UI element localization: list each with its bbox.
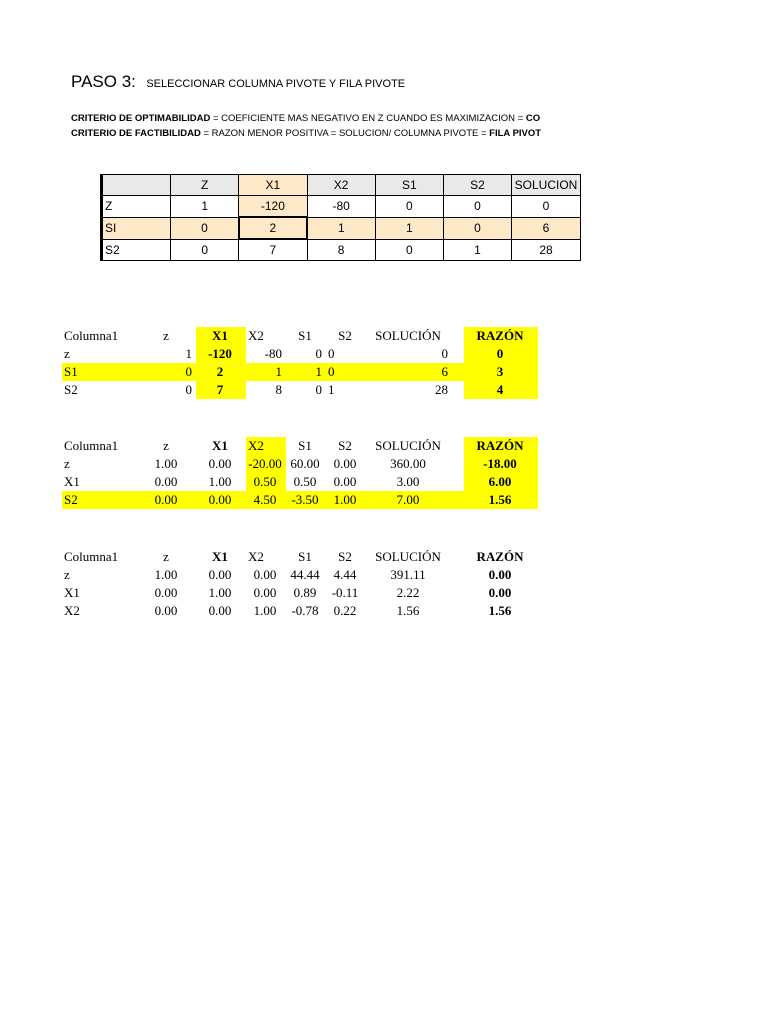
table-cell: 0	[441, 346, 448, 361]
row-label: z	[64, 456, 70, 471]
table-cell: 28	[512, 239, 581, 261]
table-row	[62, 455, 538, 473]
spacer	[452, 381, 464, 399]
spacer	[452, 345, 464, 363]
table-row	[102, 196, 581, 218]
table-row	[62, 345, 538, 363]
table-cell: 60.00	[290, 456, 320, 471]
table-row	[62, 381, 538, 399]
table-cell: 0	[443, 217, 511, 239]
table-cell: 1	[171, 196, 239, 218]
table-cell: 0.00	[154, 585, 178, 600]
row-label: X1	[64, 585, 80, 600]
table-row	[62, 491, 538, 509]
header-cell: S2	[443, 175, 511, 196]
header-cell: S1	[298, 328, 312, 343]
spacer	[452, 548, 464, 566]
table-cell: 0	[315, 382, 322, 397]
table-row	[102, 239, 581, 261]
table-cell: 0.00	[154, 474, 178, 489]
header-cell: Z	[171, 175, 239, 196]
table-cell: 1.56	[464, 491, 538, 509]
table-cell: 0.00	[488, 567, 512, 582]
table-cell: 7	[196, 381, 246, 399]
table-cell: 0.50	[293, 474, 317, 489]
table-cell: 391.11	[390, 567, 426, 582]
row-label: z	[64, 567, 70, 582]
table-cell: 0	[138, 363, 196, 381]
table-cell: 0	[328, 346, 335, 361]
table-header-row	[62, 327, 538, 345]
header-cell: X1	[196, 327, 246, 345]
table-header-row	[102, 175, 581, 196]
table-header-row	[62, 437, 538, 455]
table-cell: 1.56	[488, 603, 512, 618]
row-label: S1	[62, 363, 138, 381]
table-cell: 0.22	[333, 603, 357, 618]
header-cell: X1	[212, 438, 228, 453]
table-cell: 0.00	[208, 603, 232, 618]
criterion-label: CRITERIO DE OPTIMABILIDAD	[71, 113, 211, 124]
table-row	[62, 602, 538, 620]
table-row	[62, 584, 538, 602]
table-cell: 0	[315, 346, 322, 361]
header-cell: RAZÓN	[476, 549, 524, 564]
table-cell: -0.11	[331, 585, 359, 600]
header-cell: X1	[239, 175, 307, 196]
table-cell: 6	[512, 217, 581, 239]
table-cell: 4.44	[333, 567, 357, 582]
header-cell: z	[163, 438, 169, 453]
spacer	[452, 455, 464, 473]
header-cell: Columna1	[64, 438, 119, 453]
table-cell: 1	[443, 239, 511, 261]
header-cell: X2	[307, 175, 375, 196]
table-cell: 7	[239, 239, 307, 261]
step-heading	[71, 72, 405, 92]
table-cell: 3.00	[396, 474, 420, 489]
table-cell: 0.00	[333, 456, 357, 471]
table-cell: 0.50	[246, 473, 286, 491]
row-label: S2	[64, 382, 78, 397]
header-cell	[102, 175, 171, 196]
table-cell: 0	[375, 239, 443, 261]
row-label: S2	[102, 239, 171, 261]
table-cell: 1	[185, 346, 192, 361]
table-cell: 0.00	[253, 585, 277, 600]
header-cell: Columna1	[64, 328, 119, 343]
criterion-tail: CO	[525, 113, 541, 124]
table-cell: 1.00	[154, 567, 178, 582]
table-row	[62, 363, 538, 381]
table-cell: -80	[307, 196, 375, 218]
feasibility-criterion	[71, 128, 581, 139]
header-cell: RAZÓN	[464, 327, 538, 345]
row-label: S2	[62, 491, 138, 509]
table-cell: 0.00	[333, 474, 357, 489]
table-cell: 0	[375, 196, 443, 218]
criterion-tail: FILA PIVOT	[489, 128, 542, 139]
header-cell: S2	[338, 549, 352, 564]
table-cell: -20.00	[246, 455, 286, 473]
table-cell: 0.00	[154, 603, 178, 618]
simplex-table-3	[62, 548, 538, 620]
table-row	[62, 566, 538, 584]
header-cell: z	[163, 549, 169, 564]
spacer	[452, 437, 464, 455]
header-cell: z	[163, 328, 169, 343]
header-cell: X1	[212, 549, 228, 564]
criterion-label: CRITERIO DE FACTIBILIDAD	[71, 128, 201, 139]
spacer	[452, 602, 464, 620]
header-cell: X2	[246, 437, 286, 455]
pivot-cell: 4.50	[246, 491, 286, 509]
table-cell: 1.00	[253, 603, 277, 618]
header-cell: S1	[298, 438, 312, 453]
table-cell: 1.56	[396, 603, 420, 618]
table-cell: 28	[435, 382, 448, 397]
row-label: SI	[102, 217, 171, 239]
spacer	[452, 473, 464, 491]
criterion-text: = COEFICIENTE MAS NEGATIVO EN Z CUANDO ES MAXIMIZACION =	[210, 113, 526, 124]
table-cell: 0.00	[208, 456, 232, 471]
table-cell: 0.00	[488, 585, 512, 600]
table-cell: 0	[512, 196, 581, 218]
table-cell: 8	[307, 239, 375, 261]
spacer	[452, 491, 464, 509]
header-cell: S2	[338, 438, 352, 453]
table-cell: 1.00	[154, 456, 178, 471]
header-cell: Columna1	[64, 549, 119, 564]
initial-tableau-clip	[96, 170, 581, 270]
table-cell: 4	[464, 381, 538, 399]
spacer	[452, 584, 464, 602]
table-cell: 1	[375, 217, 443, 239]
header-cell: S2	[338, 328, 352, 343]
table-cell: 1	[286, 363, 326, 381]
row-label: z	[64, 346, 70, 361]
table-cell: 0	[185, 382, 192, 397]
step-subtitle: SELECCIONAR COLUMNA PIVOTE Y FILA PIVOTE	[146, 78, 406, 90]
pivot-cell: 2	[239, 217, 307, 239]
table-cell: 0	[171, 239, 239, 261]
spacer	[452, 363, 464, 381]
header-cell: X2	[248, 328, 264, 343]
table-cell: 0.00	[196, 491, 246, 509]
header-cell: SOLUCION	[512, 175, 581, 196]
table-cell: 7.00	[366, 491, 452, 509]
table-cell: 8	[275, 382, 282, 397]
table-row	[102, 217, 581, 239]
table-cell: -0.78	[291, 603, 319, 618]
row-label: X2	[64, 603, 80, 618]
table-cell: 3	[464, 363, 538, 381]
table-cell: 0	[326, 363, 366, 381]
spacer	[452, 566, 464, 584]
table-cell: 44.44	[290, 567, 320, 582]
table-cell: 1.00	[326, 491, 366, 509]
table-cell: 6	[366, 363, 452, 381]
table-cell: 1	[246, 363, 286, 381]
table-cell: 360.00	[390, 456, 426, 471]
table-cell: -3.50	[286, 491, 326, 509]
table-cell: 0.89	[293, 585, 317, 600]
row-label: Z	[102, 196, 171, 218]
header-cell: X2	[248, 549, 264, 564]
optimality-criterion	[71, 113, 581, 124]
table-cell: 0	[171, 217, 239, 239]
criterion-text: = RAZON MENOR POSITIVA = SOLUCION/ COLUMNA PIVOTE =	[200, 128, 490, 139]
simplex-table-1	[62, 327, 538, 399]
table-cell: 1.00	[208, 474, 232, 489]
table-cell: -80	[264, 346, 282, 361]
table-cell: 6.00	[464, 473, 538, 491]
table-cell: 1	[328, 382, 335, 397]
header-cell: S1	[375, 175, 443, 196]
table-cell: 0.00	[138, 491, 196, 509]
table-cell: 1	[307, 217, 375, 239]
header-cell: SOLUCIÓN	[375, 328, 441, 343]
row-label: X1	[64, 474, 80, 489]
table-cell: 0	[464, 345, 538, 363]
table-cell: 1.00	[208, 585, 232, 600]
header-cell: SOLUCIÓN	[375, 549, 441, 564]
pivot-cell: 2	[196, 363, 246, 381]
simplex-table-2	[62, 437, 538, 509]
table-cell: 0.00	[208, 567, 232, 582]
table-cell: -120	[196, 345, 246, 363]
table-header-row	[62, 548, 538, 566]
header-cell: SOLUCIÓN	[375, 438, 441, 453]
table-cell: -18.00	[464, 455, 538, 473]
spacer	[452, 327, 464, 345]
table-row	[62, 473, 538, 491]
table-cell: 2.22	[396, 585, 420, 600]
table-cell: 0	[443, 196, 511, 218]
header-cell: RAZÓN	[464, 437, 538, 455]
table-cell: 0.00	[253, 567, 277, 582]
initial-tableau	[100, 174, 581, 261]
table-cell: -120	[239, 196, 307, 218]
header-cell: S1	[298, 549, 312, 564]
step-number: PASO 3:	[71, 72, 136, 91]
